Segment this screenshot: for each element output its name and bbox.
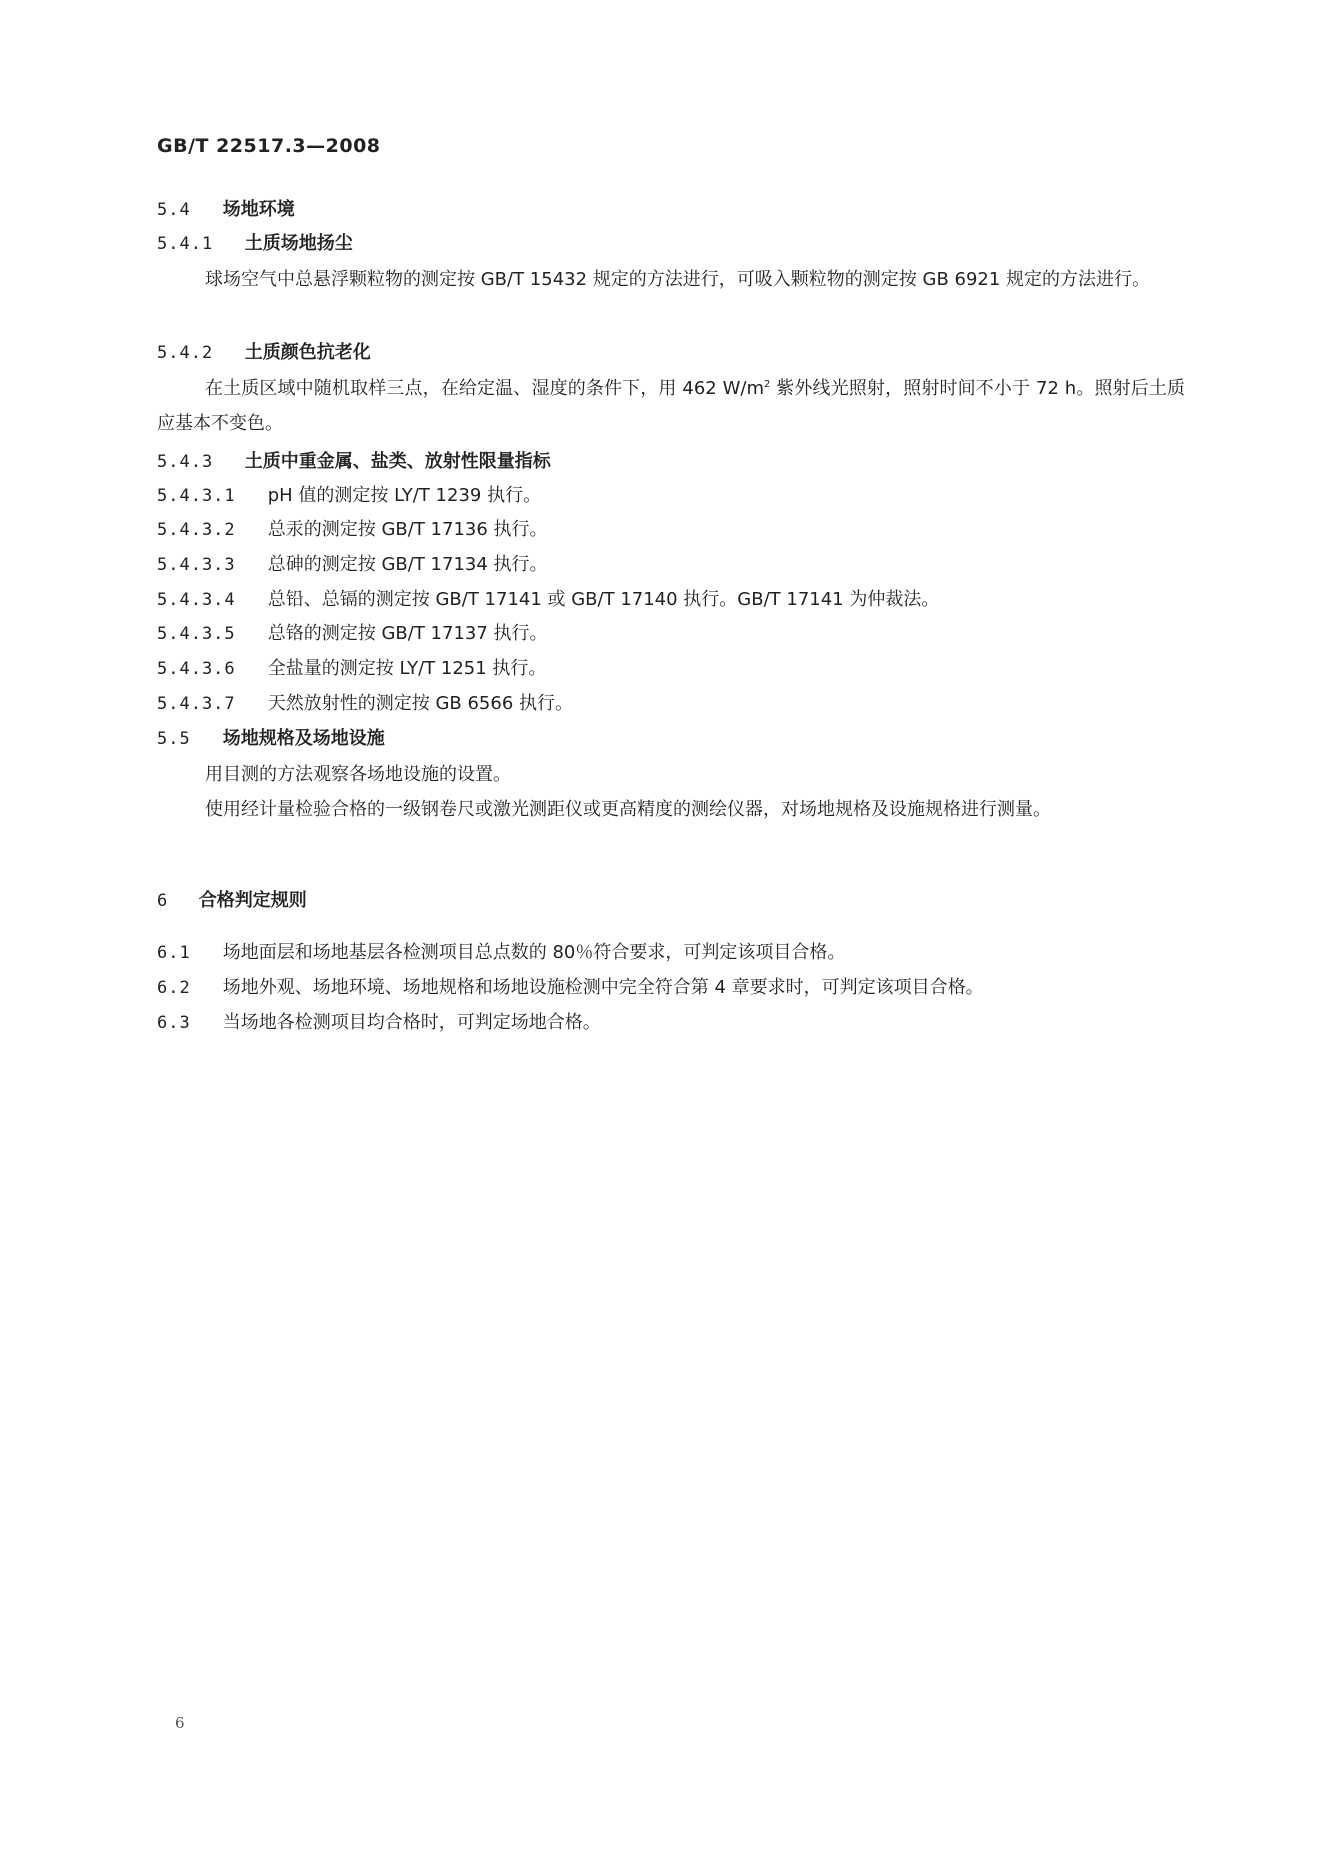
chapter-6-heading: [157, 889, 307, 913]
section-5-4-1-body: 球场空气中总悬浮颗粒物的测定按 GB/T 15432 规定的方法进行，可吸入颗粒物的测定按 GB 6921 规定的方法进行。: [205, 269, 1151, 290]
section-number: 5.4.2: [157, 343, 214, 363]
body-text-part: 在土质区域中随机取样三点，在给定温、湿度的条件下，用 462 W/m: [205, 378, 765, 399]
item-number: 5.4.3.2: [157, 520, 236, 540]
page-number: 6: [175, 1714, 185, 1732]
list-item: [157, 553, 548, 577]
section-5-4-2-body: [157, 371, 1185, 441]
section-title: 土质颜色抗老化: [244, 342, 371, 363]
item-text: 总铬的测定按 GB/T 17137 执行。: [267, 623, 548, 644]
item-number: 5.4.3.3: [157, 555, 236, 575]
list-item: [157, 941, 845, 965]
item-number: 5.4.3.6: [157, 659, 236, 679]
list-item: [157, 588, 939, 612]
item-text: pH 值的测定按 LY/T 1239 执行。: [267, 485, 542, 506]
item-text: 总砷的测定按 GB/T 17134 执行。: [267, 554, 548, 575]
section-number: 5.4.1: [157, 234, 214, 254]
item-text: 总铅、总镉的测定按 GB/T 17141 或 GB/T 17140 执行。GB/T 17141 为仲裁法。: [267, 589, 940, 610]
section-title: 土质场地扬尘: [244, 233, 353, 254]
chapter-title: 合格判定规则: [198, 890, 307, 911]
section-5-5-paragraph: 使用经计量检验合格的一级钢卷尺或激光测距仪或更高精度的测绘仪器，对场地规格及设施规格进行测量。: [205, 799, 1051, 820]
item-text: 当场地各检测项目均合格时，可判定场地合格。: [222, 1012, 601, 1033]
section-5-4-1-heading: [157, 232, 353, 256]
list-item: [157, 976, 984, 1000]
section-title: 场地环境: [222, 199, 295, 220]
body-text-part: 紫外线光照射，照射时间不小于 72 h。照射后土质应基本不变色。: [157, 378, 1185, 434]
item-text: 天然放射性的测定按 GB 6566 执行。: [267, 693, 574, 714]
item-number: 6.3: [157, 1013, 191, 1033]
item-text: 全盐量的测定按 LY/T 1251 执行。: [267, 658, 547, 679]
item-number: 6.1: [157, 943, 191, 963]
item-text: 总汞的测定按 GB/T 17136 执行。: [267, 519, 548, 540]
section-title: 场地规格及场地设施: [222, 728, 385, 749]
list-item: [157, 1011, 601, 1035]
list-item: [157, 484, 541, 508]
list-item: [157, 622, 548, 646]
list-item: [157, 518, 548, 542]
superscript: 2: [764, 379, 771, 390]
item-number: 5.4.3.4: [157, 590, 236, 610]
item-text: 场地面层和场地基层各检测项目总点数的 80％符合要求，可判定该项目合格。: [222, 942, 846, 963]
list-item: [157, 657, 546, 681]
section-5-5-paragraph: 用目测的方法观察各场地设施的设置。: [205, 764, 511, 785]
section-5-4-heading: [157, 198, 295, 222]
item-number: 5.4.3.1: [157, 486, 236, 506]
item-number: 5.4.3.7: [157, 694, 236, 714]
section-title: 土质中重金属、盐类、放射性限量指标: [244, 451, 551, 472]
item-number: 5.4.3.5: [157, 624, 236, 644]
section-5-5-heading: [157, 727, 385, 751]
standard-code-header: GB/T 22517.3—2008: [157, 135, 381, 157]
list-item: [157, 692, 573, 716]
item-text: 场地外观、场地环境、场地规格和场地设施检测中完全符合第 4 章要求时，可判定该项目合格。: [222, 977, 984, 998]
section-number: 5.5: [157, 729, 191, 749]
item-number: 6.2: [157, 978, 191, 998]
chapter-number: 6: [157, 891, 169, 911]
section-number: 5.4.3: [157, 452, 214, 472]
section-number: 5.4: [157, 200, 191, 220]
section-5-4-3-heading: [157, 450, 551, 474]
section-5-4-2-heading: [157, 341, 371, 365]
